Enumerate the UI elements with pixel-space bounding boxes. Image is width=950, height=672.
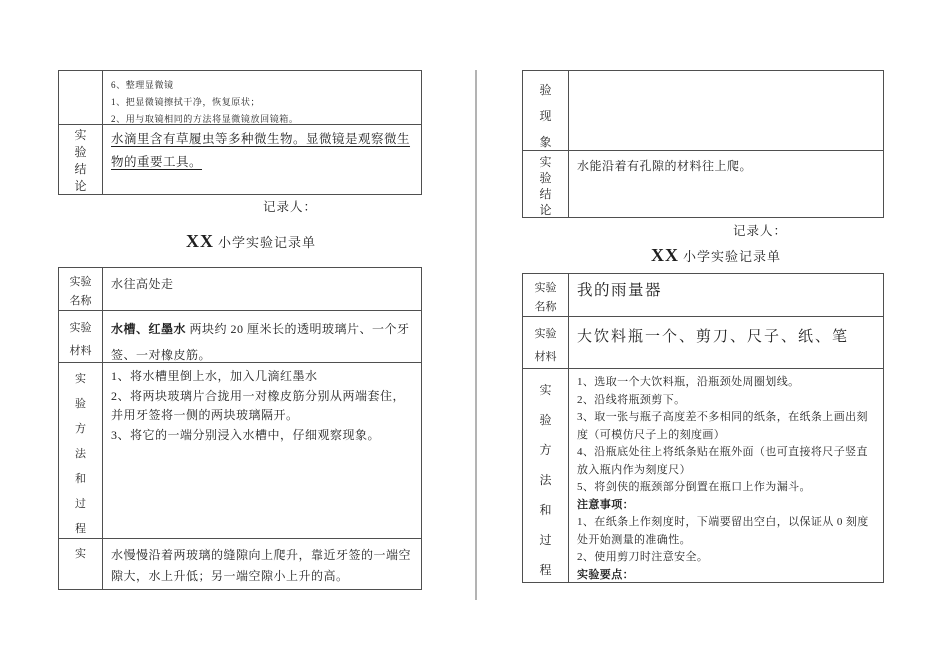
method-steps-cell — [569, 369, 883, 582]
table-row — [59, 363, 421, 539]
conclusion-cell — [103, 125, 421, 194]
method-step: 2、沿线将瓶颈剪下。 — [577, 393, 686, 406]
experiment-name-label-cell — [59, 268, 103, 310]
recorder-label: 记录人： — [263, 200, 318, 214]
result-label: 实 — [75, 548, 86, 560]
note-line: 1、在纸条上作刻度时，下端要留出空白，以保证从 0 刻度处开始测量的准确性。 — [577, 516, 869, 546]
empty-label-cell — [59, 71, 103, 124]
school-name-placeholder: XX — [651, 245, 679, 265]
experiment-name: 我的雨量器 — [577, 282, 663, 299]
conclusion-label-cell — [59, 125, 103, 194]
result-text: 水慢慢沿着两玻璃的缝隙向上爬升，靠近牙签的一端空隙大，水上升低；另一端空隙小上升的高。 — [111, 548, 412, 583]
method-step: 3、将它的一端分别浸入水槽中，仔细观察现象。 — [111, 427, 381, 442]
method-step: 2、将两块玻璃片合拢用一对橡皮筋分别从两端套住，并用牙签将一侧的两块玻璃隔开。 — [111, 388, 406, 422]
materials-text: 两块约 20 厘米长的透明玻璃片、一个牙签、一对橡皮筋。 — [111, 322, 410, 362]
notes-heading: 注意事项： — [577, 498, 634, 511]
note-line: 2、使用剪刀时注意安全。 — [577, 551, 709, 563]
method-label-cell — [59, 363, 103, 538]
school-name-placeholder: XX — [186, 231, 214, 251]
experiment-name-label: 实验名称 — [534, 282, 557, 313]
experiment-name: 水往高处走 — [111, 277, 174, 291]
experiment-name-label: 实验名称 — [69, 276, 92, 307]
recorder-label: 记录人： — [733, 224, 788, 238]
result-cell — [103, 539, 421, 589]
table-row — [59, 125, 421, 194]
method-step: 5、将剑侠的瓶颈部分倒置在瓶口上作为漏斗。 — [577, 481, 811, 493]
experiment-name-cell — [569, 274, 883, 316]
table-row — [59, 268, 421, 311]
left-experiment-table — [58, 267, 422, 590]
table-row — [523, 151, 883, 217]
step-line: 2、用与取镜相同的方法将显微镜放回镜箱。 — [111, 114, 299, 124]
table-row — [59, 539, 421, 589]
right-experiment-table — [522, 273, 884, 583]
conclusion-label-cell — [523, 151, 569, 217]
materials-label: 实验材料 — [534, 328, 557, 363]
microscope-tidy-steps — [103, 71, 421, 124]
step-line: 1、把显微镜擦拭干净，恢复原状； — [111, 97, 261, 107]
sheet-title-text: 小学实验记录单 — [683, 249, 782, 264]
step-line: 6、整理显微镜 — [111, 80, 174, 90]
conclusion-label: 实验结论 — [74, 128, 87, 193]
method-label: 实验方法和过程 — [539, 383, 552, 577]
method-step: 1、将水槽里倒上水，加入几滴红墨水 — [111, 369, 318, 383]
table-row — [59, 311, 421, 363]
materials-label-cell — [59, 311, 103, 362]
page-divider — [475, 70, 477, 600]
right-conclusion-table — [522, 70, 884, 218]
method-label-cell — [523, 369, 569, 582]
materials-highlight: 水槽、红墨水 — [111, 322, 187, 336]
materials-cell — [103, 311, 421, 362]
experiment-name-label-cell — [523, 274, 569, 316]
materials-cell — [569, 317, 883, 368]
conclusion-text: 水滴里含有草履虫等多种微生物。显微镜是观察微生物的重要工具。 — [111, 132, 411, 169]
phenomenon-label-cell — [523, 71, 569, 150]
materials-label: 实验材料 — [69, 322, 92, 357]
sheet-title — [186, 231, 316, 252]
conclusion-cell — [569, 151, 883, 217]
method-steps-cell — [103, 363, 421, 538]
table-row — [523, 317, 883, 369]
table-row — [523, 369, 883, 582]
conclusion-label: 实验结论 — [539, 155, 552, 217]
method-label: 实验方法和过程 — [75, 373, 86, 535]
phenomenon-cell — [569, 71, 883, 150]
materials-text: 大饮料瓶一个、剪刀、尺子、纸、笔 — [577, 329, 850, 345]
sheet-title-text: 小学实验记录单 — [218, 235, 317, 250]
materials-label-cell — [523, 317, 569, 368]
table-row — [523, 71, 883, 151]
phenomenon-label: 验现象 — [539, 83, 552, 149]
left-conclusion-table — [58, 70, 422, 195]
method-step: 4、沿瓶底处往上将纸条贴在瓶外面（也可直接将尺子竖直放入瓶内作为刻度尺） — [577, 446, 868, 476]
result-label-cell — [59, 539, 103, 589]
keypoints-heading: 实验要点： — [577, 568, 634, 581]
table-row — [59, 71, 421, 125]
experiment-name-cell — [103, 268, 421, 310]
method-step: 3、取一张与瓶子高度差不多相同的纸条，在纸条上画出刻度（可模仿尺子上的刻度画） — [577, 411, 868, 441]
conclusion-text: 水能沿着有孔隙的材料往上爬。 — [577, 159, 753, 173]
sheet-title — [651, 245, 781, 266]
method-step: 1、选取一个大饮料瓶，沿瓶颈处周圈划线。 — [577, 376, 800, 388]
table-row — [523, 274, 883, 317]
